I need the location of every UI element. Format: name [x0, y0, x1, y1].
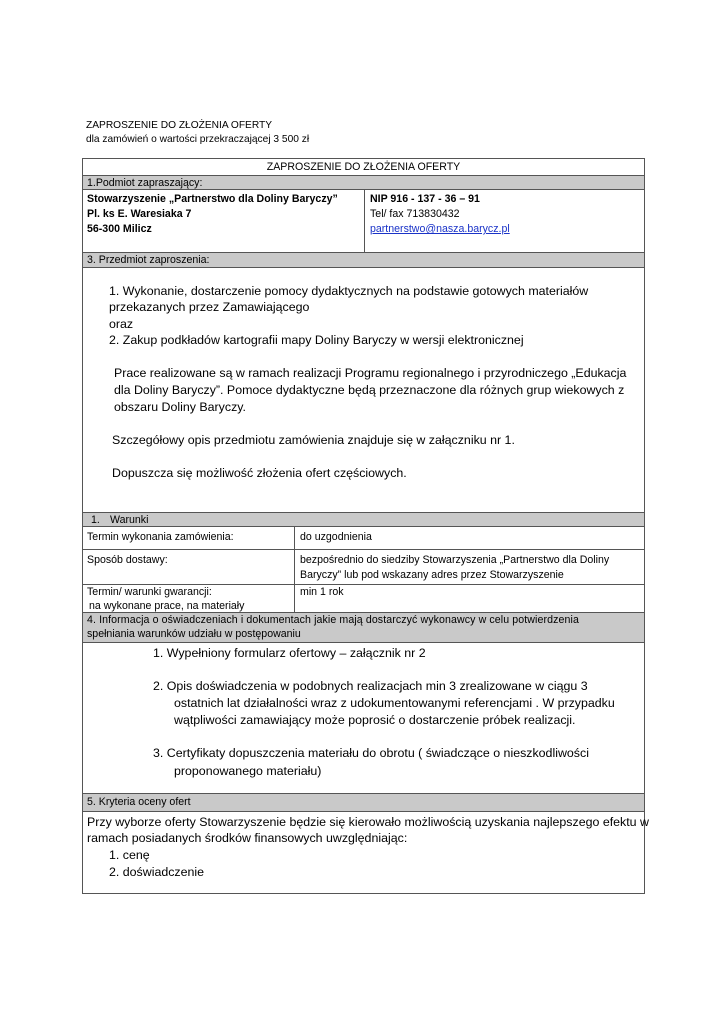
table-title: ZAPROSZENIE DO ZŁOŻENIA OFERTY [266, 161, 461, 173]
row-2-value-line1: bezpośrednio do siedziby Stowarzyszenia „Partnerstwo dla Doliny [300, 554, 610, 566]
org-nip: NIP 916 - 137 - 36 – 91 [370, 193, 480, 205]
row-2-value-line2: Baryczy” lub pod wskazany adres przez Stowarzyszenie [300, 569, 564, 581]
requirement-3-line2: proponowanego materiału) [174, 764, 322, 778]
subject-item-1-line2: przekazanych przez Zamawiającego [109, 300, 310, 314]
section-4-heading-line2: spełniania warunków udziału w postępowaniu [87, 628, 301, 640]
subject-item-2: 2. Zakup podkładów kartografii mapy Doliny Baryczy w wersji elektronicznej [109, 333, 524, 347]
row-divider [83, 793, 644, 794]
document-title: ZAPROSZENIE DO ZŁOŻENIA OFERTY [86, 120, 273, 131]
subject-item-1-line1: 1. Wykonanie, dostarczenie pomocy dydaktycznych na podstawie gotowych materiałów [109, 284, 589, 298]
paragraph-3: Dopuszcza się możliwość złożenia ofert częściowych. [112, 466, 407, 480]
criterion-1: 1. cenę [109, 848, 150, 862]
offer-table [82, 158, 649, 894]
requirement-1: 1. Wypełniony formularz ofertowy – załącznik nr 2 [153, 646, 426, 660]
warunki-heading: Warunki [110, 514, 149, 526]
row-3-label-line2: na wykonane prace, na materiały [89, 600, 245, 612]
criteria-intro-line2: ramach posiadanych środków finansowych uwzględniając: [87, 831, 408, 845]
row-2-label: Sposób dostawy: [87, 554, 168, 566]
subject-oraz: oraz [109, 317, 134, 331]
criteria-intro-line1: Przy wyborze oferty Stowarzyszenie będzie się kierowało możliwością uzyskania najlepszego efektu w [87, 815, 649, 829]
row-1-label: Termin wykonania zamówienia: [87, 531, 234, 543]
row-3-label-line1: Termin/ warunki gwarancji: [87, 586, 212, 598]
section-5-heading: 5. Kryteria oceny ofert [87, 796, 191, 808]
paragraph-1-line1: Prace realizowane są w ramach realizacji Programu regionalnego i przyrodniczego „Edukacja [114, 366, 627, 380]
org-telfax: Tel/ fax 713830432 [370, 208, 460, 220]
row-divider [83, 267, 644, 268]
criterion-2: 2. doświadczenie [109, 865, 205, 879]
row-3-value: min 1 rok [300, 586, 344, 598]
email-link[interactable]: partnerstwo@nasza.barycz.pl [370, 223, 510, 235]
org-name: Stowarzyszenie „Partnerstwo dla Doliny Baryczy” [87, 193, 338, 205]
row-divider [83, 512, 644, 513]
warunki-number: 1. [91, 514, 100, 526]
requirement-3-line1: 3. Certyfikaty dopuszczenia materiału do obrotu ( świadczące o nieszkodliwości [153, 746, 589, 760]
row-divider [83, 642, 644, 643]
row-divider [83, 811, 644, 812]
row-1-value: do uzgodnienia [300, 531, 372, 543]
column-divider [294, 526, 295, 612]
org-street: Pl. ks E. Waresiaka 7 [87, 208, 192, 220]
document-subtitle: dla zamówień o wartości przekraczającej 3 500 zł [86, 134, 310, 145]
paragraph-1-line3: obszaru Doliny Baryczy. [114, 400, 246, 414]
section-3-heading: 3. Przedmiot zaproszenia: [87, 254, 210, 266]
row-divider [83, 526, 644, 527]
paragraph-2: Szczegółowy opis przedmiotu zamówienia znajduje się w załączniku nr 1. [112, 433, 515, 447]
section-1-heading: 1.Podmiot zapraszający: [87, 177, 203, 189]
org-city: 56-300 Milicz [87, 223, 152, 235]
shade-warunki [83, 512, 644, 526]
requirement-2-line2: ostatnich lat działalności wraz z udokumentowanymi referencjami . W przypadku [174, 696, 615, 710]
requirement-2-line3: wątpliwości zamawiający może poprosić o dostarczenie próbek realizacji. [174, 713, 576, 727]
paragraph-1-line2: dla Doliny Baryczy”. Pomoce dydaktyczne będą przeznaczone dla różnych grup wiekowych z [114, 383, 625, 397]
column-divider [364, 189, 365, 252]
requirement-2-line1: 2. Opis doświadczenia w podobnych realizacjach min 3 zrealizowane w ciągu 3 [153, 679, 588, 693]
row-divider [83, 549, 644, 550]
section-4-heading-line1: 4. Informacja o oświadczeniach i dokumentach jakie mają dostarczyć wykonawcy w celu potwierdzenia [87, 614, 579, 626]
